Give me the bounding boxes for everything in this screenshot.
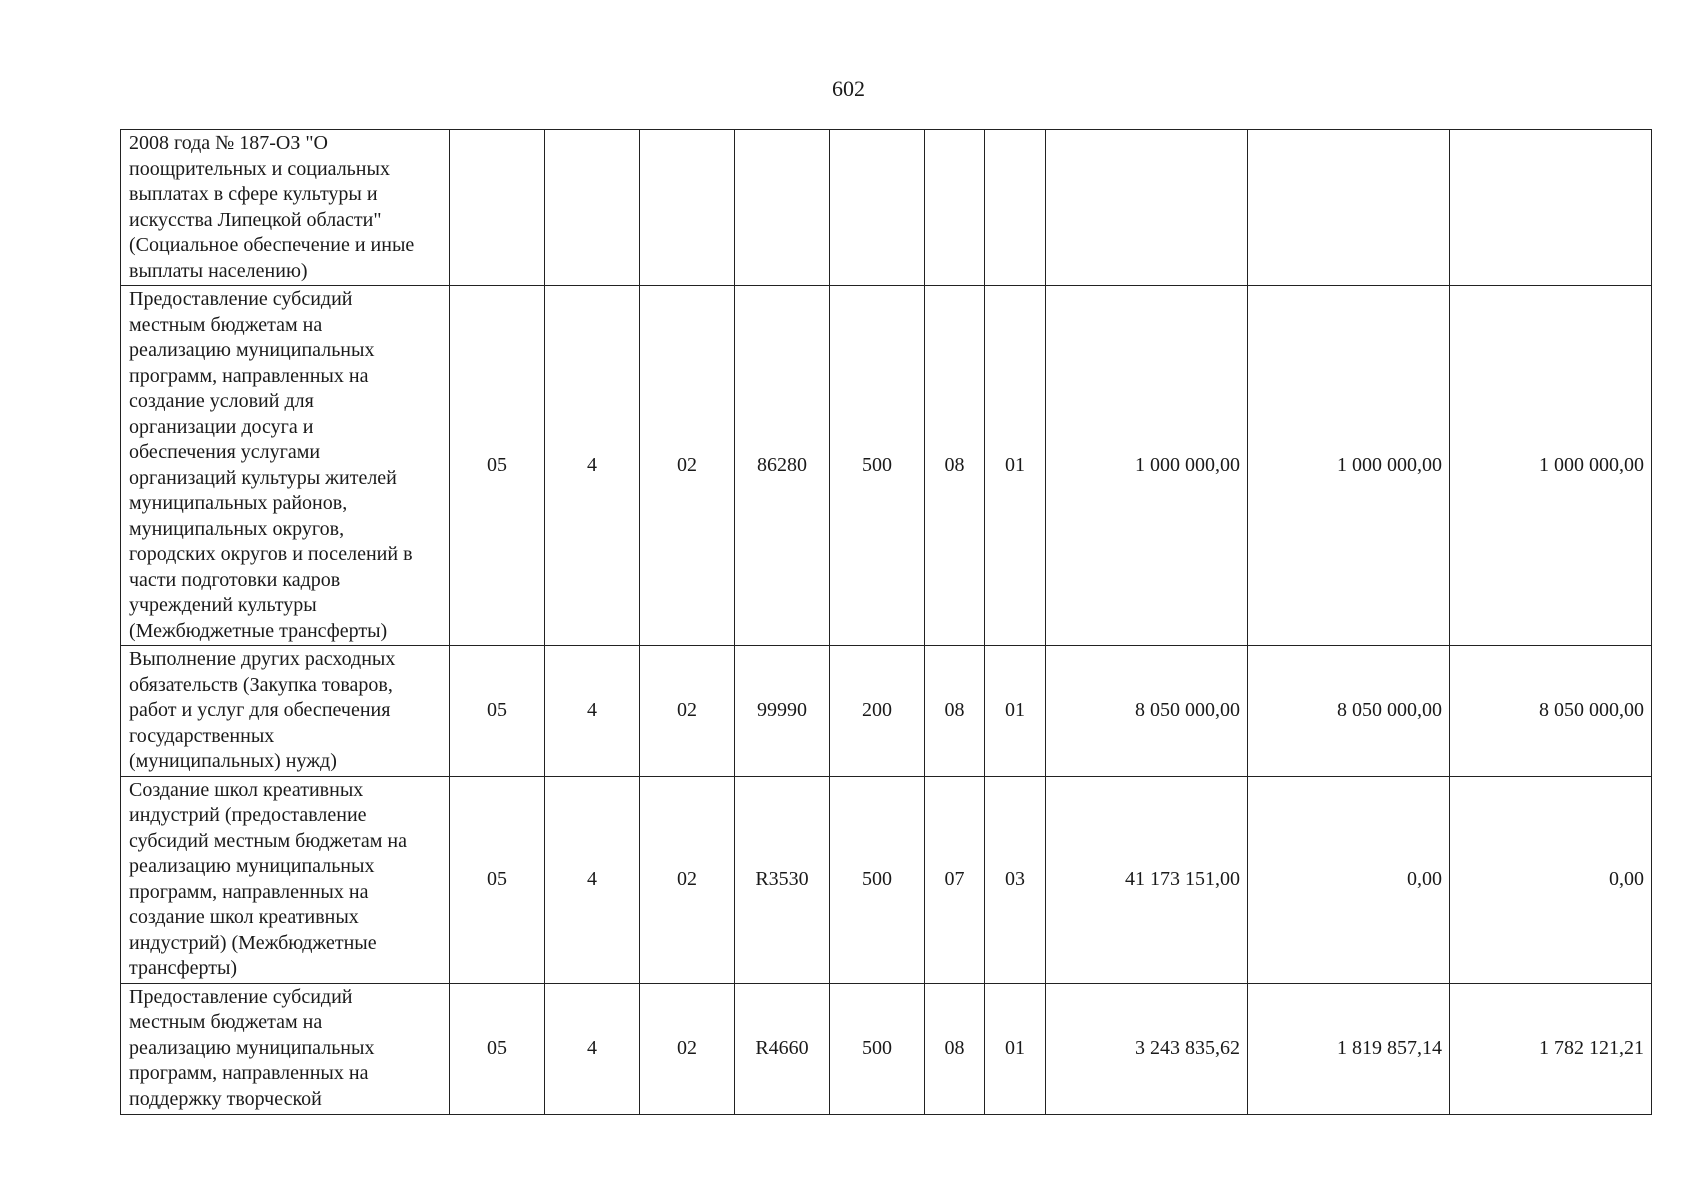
description-line: выплаты населению) [129, 259, 308, 282]
code-main-event-cell: 02 [640, 286, 735, 646]
description-line: местным бюджетам на [129, 1011, 323, 1033]
description-line: индустрий (предоставление [129, 804, 367, 826]
description-line: государственных [129, 724, 275, 747]
description-line: программ, направленных на [129, 1062, 369, 1084]
code-subsection-cell: 01 [985, 983, 1046, 1114]
table-row [121, 983, 1652, 1114]
code-expense-type-cell [830, 130, 925, 286]
amount-year-1-cell: 1 000 000,00 [1046, 286, 1248, 646]
amount-year-2-cell: 1 000 000,00 [1248, 286, 1450, 646]
amount-year-2-cell: 0,00 [1248, 776, 1450, 983]
amount-year-1-cell: 8 050 000,00 [1046, 646, 1248, 777]
description-cell [121, 983, 450, 1114]
code-main-event-cell: 02 [640, 646, 735, 777]
code-section-cell: 08 [925, 286, 985, 646]
code-direction-cell: R3530 [735, 776, 830, 983]
description-line: (Межбюджетные трансферты) [129, 619, 388, 642]
description-line: Предоставление субсидий [129, 985, 353, 1008]
amount-year-2-cell: 1 819 857,14 [1248, 983, 1450, 1114]
code-expense-type-cell: 500 [830, 286, 925, 646]
amount-year-1-cell: 41 173 151,00 [1046, 776, 1248, 983]
description-line: создание школ креативных [129, 906, 359, 928]
code-program-cell: 05 [450, 776, 545, 983]
code-program-cell: 05 [450, 646, 545, 777]
description-line: создание условий для [129, 390, 314, 412]
code-subsection-cell: 01 [985, 286, 1046, 646]
description-line: выплатах в сфере культуры и [129, 183, 378, 205]
description-cell [121, 776, 450, 983]
table-row [121, 286, 1652, 646]
description-line: учреждений культуры [129, 594, 317, 616]
description-line: организаций культуры жителей [129, 466, 397, 489]
amount-year-2-cell [1248, 130, 1450, 286]
code-direction-cell [735, 130, 830, 286]
code-subprogram-cell: 4 [545, 646, 640, 777]
code-section-cell: 08 [925, 983, 985, 1114]
description-line: Выполнение других расходных [129, 648, 396, 670]
description-line: организации досуга и [129, 415, 314, 438]
description-line: искусства Липецкой области" [129, 208, 382, 231]
amount-year-1-cell: 3 243 835,62 [1046, 983, 1248, 1114]
code-program-cell [450, 130, 545, 286]
code-program-cell: 05 [450, 286, 545, 646]
description-line: местным бюджетам на [129, 313, 323, 336]
description-line: трансферты) [129, 957, 238, 979]
description-cell [121, 130, 450, 286]
amount-year-3-cell: 1 000 000,00 [1450, 286, 1652, 646]
description-line: реализацию муниципальных [129, 339, 375, 361]
table-body [121, 130, 1652, 1115]
code-subprogram-cell [545, 130, 640, 286]
code-subprogram-cell: 4 [545, 983, 640, 1114]
code-subsection-cell [985, 130, 1046, 286]
code-subsection-cell: 03 [985, 776, 1046, 983]
code-expense-type-cell: 500 [830, 983, 925, 1114]
code-expense-type-cell: 500 [830, 776, 925, 983]
description-line: Предоставление субсидий [129, 288, 353, 310]
code-subprogram-cell: 4 [545, 776, 640, 983]
description-line: Создание школ креативных [129, 778, 364, 801]
amount-year-3-cell: 8 050 000,00 [1450, 646, 1652, 777]
amount-year-3-cell: 0,00 [1450, 776, 1652, 983]
code-program-cell: 05 [450, 983, 545, 1114]
table-row [121, 130, 1652, 286]
code-main-event-cell: 02 [640, 776, 735, 983]
amount-year-3-cell: 1 782 121,21 [1450, 983, 1652, 1114]
page-number: 602 [832, 76, 865, 101]
code-section-cell [925, 130, 985, 286]
description-line: работ и услуг для обеспечения [129, 699, 391, 721]
description-line: (Социальное обеспечение и иные [129, 234, 415, 256]
description-line: части подготовки кадров [129, 568, 341, 591]
code-section-cell: 07 [925, 776, 985, 983]
amount-year-2-cell: 8 050 000,00 [1248, 646, 1450, 777]
description-line: программ, направленных на [129, 364, 369, 387]
description-cell [121, 286, 450, 646]
amount-year-1-cell [1046, 130, 1248, 286]
description-line: муниципальных округов, [129, 517, 345, 540]
table-row [121, 646, 1652, 777]
description-line: реализацию муниципальных [129, 855, 375, 877]
code-subprogram-cell: 4 [545, 286, 640, 646]
description-line: городских округов и поселений в [129, 543, 413, 565]
description-line: обеспечения услугами [129, 441, 321, 463]
budget-table [120, 129, 1652, 1115]
description-line: поощрительных и социальных [129, 157, 390, 180]
code-direction-cell: 99990 [735, 646, 830, 777]
code-main-event-cell [640, 130, 735, 286]
table-row [121, 776, 1652, 983]
code-main-event-cell: 02 [640, 983, 735, 1114]
description-line: субсидий местным бюджетам на [129, 829, 407, 852]
code-direction-cell: R4660 [735, 983, 830, 1114]
description-line: 2008 года № 187-ОЗ "О [129, 132, 328, 154]
description-line: реализацию муниципальных [129, 1036, 375, 1059]
amount-year-3-cell [1450, 130, 1652, 286]
description-cell [121, 646, 450, 777]
code-expense-type-cell: 200 [830, 646, 925, 777]
description-line: поддержку творческой [129, 1087, 322, 1110]
description-line: муниципальных районов, [129, 492, 348, 514]
description-line: индустрий) (Межбюджетные [129, 931, 377, 954]
code-section-cell: 08 [925, 646, 985, 777]
description-line: программ, направленных на [129, 880, 369, 903]
code-subsection-cell: 01 [985, 646, 1046, 777]
description-line: (муниципальных) нужд) [129, 750, 337, 772]
code-direction-cell: 86280 [735, 286, 830, 646]
description-line: обязательств (Закупка товаров, [129, 673, 393, 696]
